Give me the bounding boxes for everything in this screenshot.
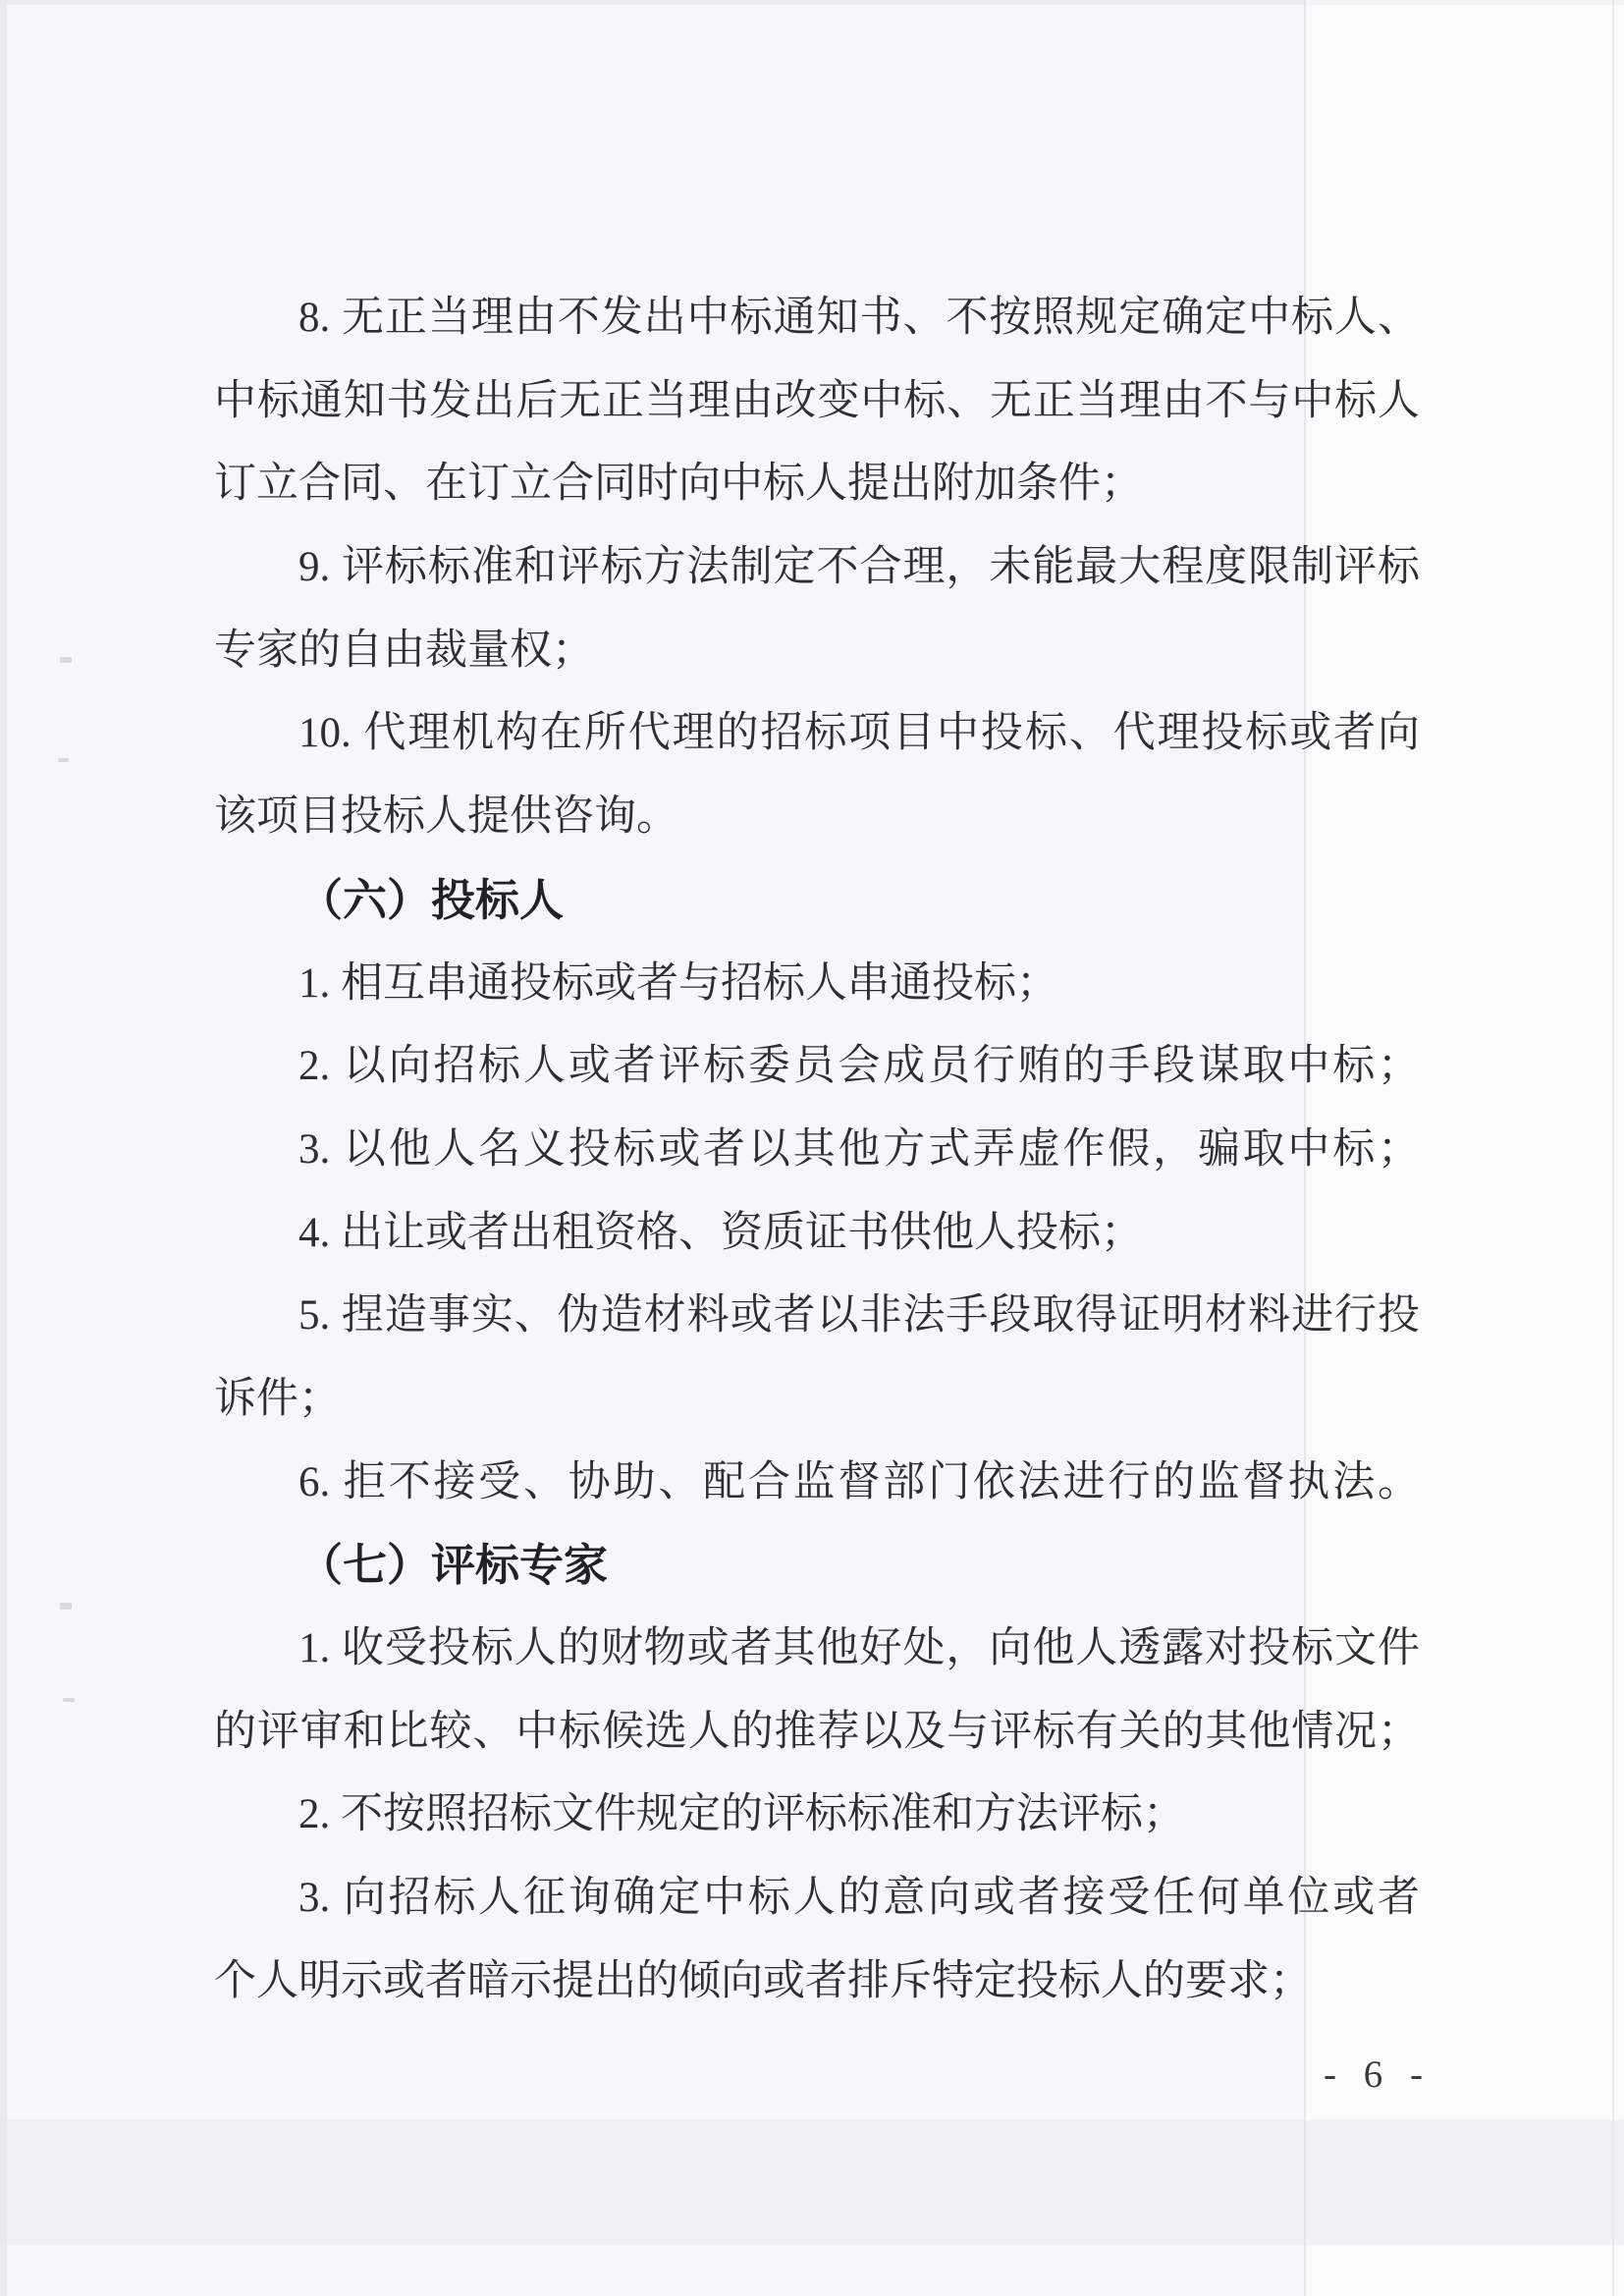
section-heading: （六）投标人 — [298, 875, 565, 925]
text-line: 的评审和比较、中标候选人的推荐以及与评标有关的其他情况； — [214, 1708, 1420, 1755]
text-line: 8. 无正当理由不发出中标通知书、不按照规定确定中标人、 — [298, 295, 1420, 341]
text-line: 专家的自由裁量权； — [214, 627, 594, 674]
text-line: 4. 出让或者出租资格、资质证书供他人投标； — [298, 1209, 1143, 1256]
text-line: 3. 向招标人征询确定中标人的意向或者接受任何单位或者 — [298, 1875, 1420, 1922]
text-line: 6. 拒不接受、协助、配合监督部门依法进行的监督执法。 — [298, 1458, 1420, 1505]
scan-artifact — [60, 657, 72, 663]
page-number: - 6 - — [1324, 2053, 1432, 2096]
scan-artifact — [63, 1698, 75, 1702]
text-line: 该项目投标人提供咨询。 — [214, 793, 678, 841]
scan-artifact — [60, 1603, 72, 1610]
document-body — [214, 289, 1420, 2035]
text-line: 2. 不按照招标文件规定的评标标准和方法评标； — [298, 1791, 1185, 1838]
section-heading: （七）评标专家 — [298, 1541, 609, 1591]
text-line: 5. 捏造事实、伪造材料或者以非法手段取得证明材料进行投 — [298, 1292, 1420, 1339]
text-line: 订立合同、在订立合同时向中标人提出附加条件； — [214, 461, 1143, 508]
scan-artifact — [58, 758, 69, 762]
text-line: 1. 收受投标人的财物或者其他好处，向他人透露对投标文件 — [298, 1625, 1420, 1671]
text-line: 诉件； — [214, 1375, 341, 1422]
scan-edge-left — [0, 0, 7, 2296]
text-line: 2. 以向招标人或者评标委员会成员行贿的手段谋取中标； — [298, 1043, 1420, 1090]
text-line: 中标通知书发出后无正当理由改变中标、无正当理由不与中标人 — [214, 377, 1420, 424]
text-line: 3. 以他人名义投标或者以其他方式弄虚作假，骗取中标； — [298, 1125, 1420, 1173]
text-line: 10. 代理机构在所代理的招标项目中投标、代理投标或者向 — [298, 710, 1420, 757]
scan-band-bottom — [0, 2119, 1624, 2245]
text-line: 9. 评标标准和评标方法制定不合理，未能最大程度限制评标 — [298, 544, 1420, 591]
scan-edge-line — [1612, 0, 1614, 2296]
text-line: 1. 相互串通投标或者与招标人串通投标； — [298, 959, 1058, 1007]
text-line: 个人明示或者暗示提出的倾向或者排斥特定投标人的要求； — [214, 1957, 1312, 2004]
